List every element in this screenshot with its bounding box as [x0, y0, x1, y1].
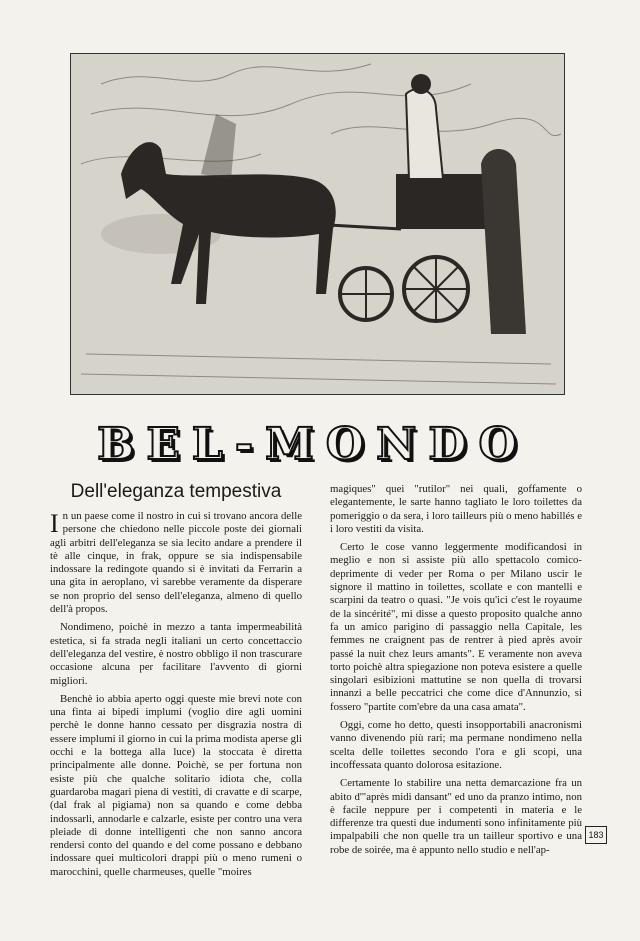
dropcap: I: [50, 509, 59, 538]
paragraph-text: n un paese come il nostro in cui si trovano ancora delle persone che chiedono nelle piccole poste dei giornali agli arbitri dell'eleganza se sia lecito andare a prendere il tè alle cinque, in frak, oppure se sia indispensabile indossare la redingote quando si è invitati da Ferrarin a una gita in aeroplano, vi sarebbe veramente da disperare se non proprio del senso dell'eleganza, almeno di quello dell'à propos.: [50, 510, 302, 616]
carriage-illustration: [70, 53, 565, 395]
article-column-right: [330, 483, 582, 862]
article-paragraph: Nondimeno, poichè in mezzo a tanta impermeabilità estetica, si fa strada negli italiani un certo concettaccio dell'eleganza del vestire, è nostro obbligo il non trascurare occasione alcuna per facilitare l'avvento di giorni migliori.: [50, 621, 302, 687]
headline: BEL-MONDO: [97, 419, 529, 470]
article-subtitle: Dell'eleganza tempestiva: [70, 481, 282, 502]
horse-carriage-sketch: [71, 54, 564, 394]
article-paragraph: Benchè io abbia aperto oggi queste mie brevi note con una finta ai bipedi implumi (voglio dire agli uomini perchè le donne hanno cessato per disgrazia nostra di essere implumi il giorno in cui la prima modista aperse gli occhi e la bottega alla luce) la stoccata è diretta principalmente alle donne. Poichè, se per fortuna non esiste più che qualche solitario idiota che, colla guardaroba magari piena di vestiti, di cravatte e di scarpe, (dal frak al pigiama) non sa quando e come debba indossarli, annodarle e calzarle, esiste per contro una vera pleiade di donne intelligenti che non sanno ancora rendersi conto del quando e del come possano e debbano indossare quei multicolori drappi più o meno rumeni o marocchini, quelle charmeuses, quelle "moires: [50, 692, 302, 878]
article-paragraph: Certamente lo stabilire una netta demarcazione fra un abito d'"après midi dansant" ed uno da pranzo intimo, non è facile neppure per i competenti in materia e le differenze tra questi due indumenti sono infinitamente più impalpabili che non quelle tra un tailleur sportivo e una robe de soirée, ma è appunto nello studio e nell'ap-: [330, 777, 582, 856]
page-number: 183: [585, 826, 607, 844]
article-paragraph: magiques" quei "rutilor" nei quali, goffamente o elegantemente, le sarte hanno tagliato le loro toilettes da pomeriggio o da sera, i loro tailleurs più o meno habillés e i loro vestiti da visita.: [330, 483, 582, 535]
article-paragraph: Certo le cose vanno leggermente modificandosi in meglio e non si assiste più allo spettacolo comico-deprimente di veder per Roma o per Milano uscir le signore il mattino in toilettes, scollate e con mantelli e scarpini da teatro o quasi. "Je vois qu'ici c'est le royaume de la sincérité", mi disse a questo proposito qualche anno fa un amico parigino di passaggio nella Capitale, les femmes ne craignent pas de rentrer à pied après avoir passé la nuit chez leurs amants". E veramente non aveva torto poichè altra spiegazione non poteva esistere a quelle singolari esibizioni mattutine se non quella di trovarsi innanzi a belle peccatrici che come dice d'Annunzio, si fossero "partite com'ebre da una casa amata".: [330, 541, 582, 713]
article-column-left: [50, 480, 302, 884]
article-paragraph: [50, 510, 302, 616]
article-paragraph: Oggi, come ho detto, questi insopportabili anacronismi vanno divenendo più rari; ma permane nondimeno nella scelta delle toilettes secondo l'ora e gli scopi, una incoffessata quanto dolorosa esitazione.: [330, 719, 582, 771]
